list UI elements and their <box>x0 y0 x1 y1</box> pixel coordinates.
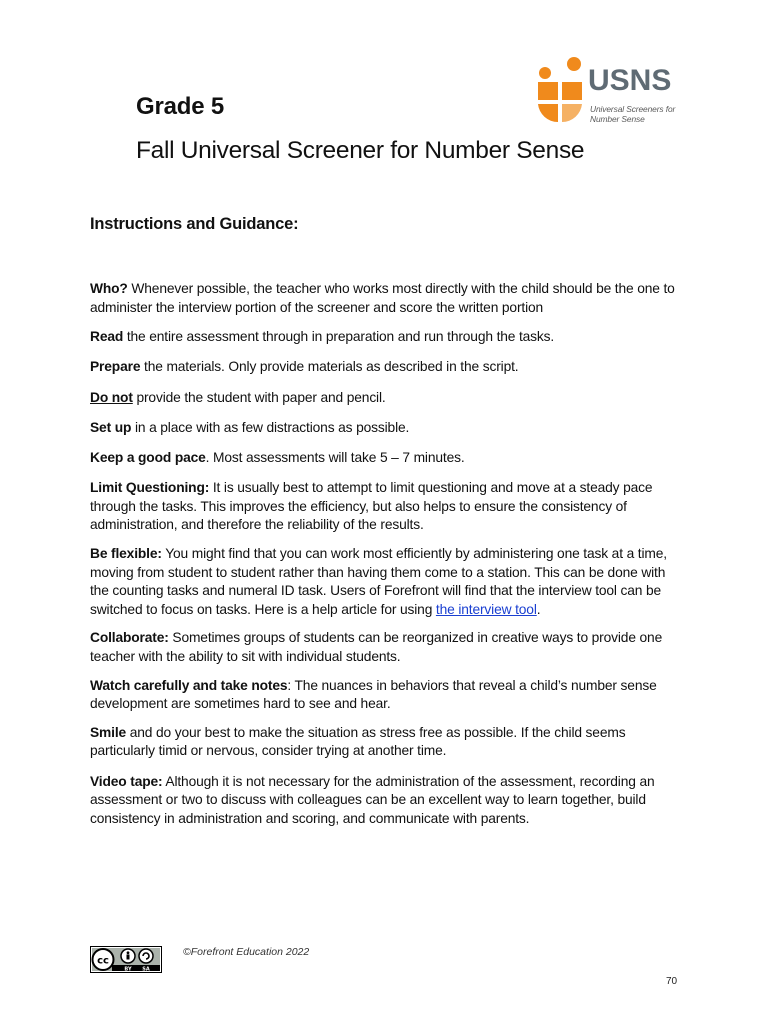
paragraph-label: Smile <box>90 724 127 740</box>
paragraph-keep-pace <box>90 449 686 468</box>
paragraph-set-up <box>90 419 686 438</box>
usns-tagline-line2: Number Sense <box>590 114 645 124</box>
paragraph-label: Prepare <box>90 358 141 374</box>
paragraph-text: the materials. Only provide materials as described in the script. <box>140 358 519 374</box>
paragraph-collaborate <box>90 629 686 666</box>
underlined-label: Do not <box>90 390 133 406</box>
usns-tagline-line1: Universal Screeners for <box>590 104 676 114</box>
usns-logo-mark-icon <box>536 56 586 124</box>
usns-logo-tagline <box>590 104 675 124</box>
paragraph-label: Watch carefully and take notes <box>90 677 288 693</box>
paragraph-text: You might find that you can work most efficiently by administering one task at a time, moving from student to student rather than having them come to a station. This can be done with the counting tasks and numeral ID task. Users of Forefront will find that the interview tool can be switched to focus on tasks. Here is a help article for using <box>90 545 667 617</box>
paragraph-text: the entire assessment through in preparation and run through the tasks. <box>123 329 555 345</box>
paragraph-text-end: . <box>536 601 541 617</box>
paragraph-smile <box>90 724 686 761</box>
paragraph-read <box>90 328 686 347</box>
usns-logo <box>536 56 686 126</box>
by-text: BY <box>124 966 132 973</box>
interview-tool-link[interactable]: the interview tool <box>435 601 537 617</box>
paragraph-label: Collaborate: <box>90 630 169 646</box>
paragraph-watch-carefully <box>90 677 686 714</box>
paragraph-who <box>90 280 686 317</box>
paragraph-text: Whenever possible, the teacher who works most directly with the child should be the one to administer the interview portion of the screener and score the written portion <box>90 281 675 315</box>
paragraph-text: It is usually best to attempt to limit questioning and move at a steady pace through the tasks. This improves the efficiency, but also helps to ensure the consistency of administration, and therefore the reliability of the results. <box>90 480 653 533</box>
document-title: Fall Universal Screener for Number Sense <box>136 137 585 164</box>
sa-text: SA <box>142 966 150 973</box>
paragraph-label: Be flexible: <box>90 545 162 561</box>
paragraph-label: Limit Questioning: <box>90 480 210 496</box>
paragraph-label: Keep a good pace <box>90 449 206 465</box>
paragraph-text: in a place with as few distractions as possible. <box>131 419 410 435</box>
paragraph-text: Although it is not necessary for the administration of the assessment, recording an assessment or two to discuss with colleagues can be an excellent way to learn together, build consistency in administration and scoring, and communicate with parents. <box>90 773 655 827</box>
paragraph-label: Who? <box>90 281 128 296</box>
section-heading: Instructions and Guidance: <box>90 215 299 233</box>
paragraph-label <box>90 390 133 405</box>
paragraph-limit-questioning <box>90 479 686 535</box>
paragraph-text: : The nuances in behaviors that reveal a child’s number sense development are sometimes hard to see and hear. <box>90 677 657 712</box>
paragraph-label: Set up <box>90 419 132 435</box>
paragraph-be-flexible <box>90 545 686 619</box>
instructions-body <box>90 280 686 840</box>
paragraph-label: Video tape: <box>90 773 163 789</box>
cc-text: cc <box>97 955 109 967</box>
paragraph-text: Sometimes groups of students can be reorganized in creative ways to provide one teacher with the ability to sit with individual students. <box>90 630 663 664</box>
paragraph-do-not <box>90 389 686 408</box>
paragraph-text: and do your best to make the situation as stress free as possible. If the child seems particularly timid or nervous, consider trying at another time. <box>90 724 626 759</box>
cc-by-sa-icon <box>90 946 162 973</box>
grade-title: Grade 5 <box>136 93 224 120</box>
copyright-notice: ©Forefront Education 2022 <box>183 946 310 958</box>
usns-logo-wordmark: USNS <box>588 64 672 97</box>
paragraph-video-tape <box>90 773 686 829</box>
paragraph-text: . Most assessments will take 5 – 7 minutes. <box>205 449 465 465</box>
paragraph-label: Read <box>90 329 124 345</box>
paragraph-prepare <box>90 358 686 377</box>
paragraph-text: provide the student with paper and pencil. <box>132 390 386 406</box>
page-number: 70 <box>666 976 678 987</box>
